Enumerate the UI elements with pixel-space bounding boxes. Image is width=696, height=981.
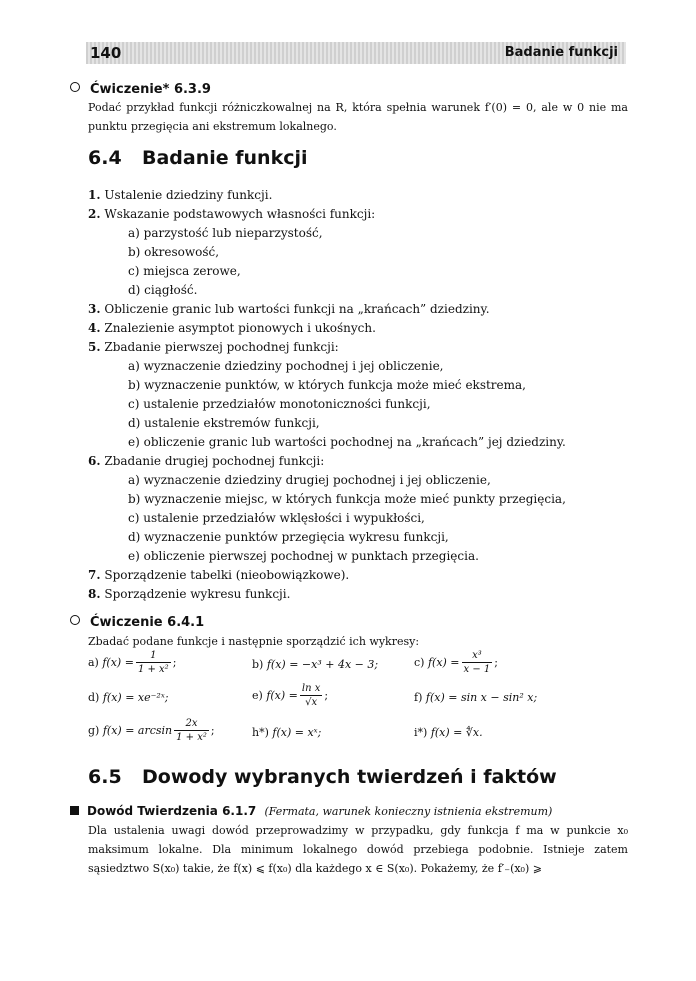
sub-list-item: c) ustalenie przedziałów wklęsłości i wypukłości,: [128, 511, 425, 525]
list-text: Ustalenie dziedziny funkcji.: [104, 188, 273, 202]
proof-heading: Dowód Twierdzenia 6.1.7 (Fermata, warunek konieczny istnienia ekstremum): [70, 804, 552, 818]
exercise-intro: Zbadać podane funkcje i następnie sporządzić ich wykresy:: [88, 635, 420, 648]
list-number: 6.: [88, 454, 101, 468]
running-title: Badanie funkcji: [504, 45, 618, 60]
formula-g: g) f(x) = arcsin $\frac{2x}{\text{1 + x²}}$ ;: [88, 718, 215, 743]
list-item: [88, 300, 628, 319]
list-text: Zbadanie pierwszej pochodnej funkcji:: [104, 340, 339, 354]
sub-list-item: c) miejsca zerowe,: [128, 264, 241, 278]
list-item: [88, 186, 628, 205]
formula-h: h*) f(x) = xˣ;: [252, 726, 322, 739]
sub-list-item: c) ustalenie przedziałów monotoniczności funkcji,: [128, 397, 431, 411]
list-number: 5.: [88, 340, 101, 354]
sub-list-item: a) wyznaczenie dziedziny pochodnej i jej obliczenie,: [128, 359, 444, 373]
list-text: Znalezienie asymptot pionowych i ukośnych.: [104, 321, 376, 335]
list-number: 4.: [88, 321, 101, 335]
formula-i: i*) f(x) = ∜x.: [414, 726, 483, 739]
list-item: [88, 452, 628, 471]
exercise-heading: Ćwiczenie* 6.3.9: [70, 82, 211, 97]
sub-list-item: a) parzystość lub nieparzystość,: [128, 226, 323, 240]
sub-list-item: e) obliczenie pierwszej pochodnej w punktach przegięcia.: [128, 549, 479, 563]
proof-text: Dla ustalenia uwagi dowód przeprowadzimy w przypadku, gdy funkcja f ma w punkcie x₀ maksimum lokalne. Dla minimum lokalnego dowód przebiega podobnie. Istnieje zatem sąsiedztwo S(x₀) takie, że f(x) ⩽ f(x₀) dla każdego x ∈ S(x₀). Pokażemy, że f′₋(x₀) ⩾: [88, 824, 628, 875]
square-bullet-icon: [70, 806, 79, 815]
circle-bullet-icon: [70, 82, 80, 92]
section-heading: 6.4 Badanie funkcji: [88, 147, 308, 169]
list-text: Zbadanie drugiej pochodnej funkcji:: [104, 454, 325, 468]
list-number: 3.: [88, 302, 101, 316]
formula-b: b) f(x) = −x³ + 4x − 3;: [252, 658, 379, 671]
sub-list-item: e) obliczenie granic lub wartości pochodnej na „krańcach” jej dziedziny.: [128, 435, 566, 449]
list-text: Sporządzenie tabelki (nieobowiązkowe).: [104, 568, 350, 582]
sub-list-item: b) okresowość,: [128, 245, 220, 259]
sub-list-item: d) ciągłość.: [128, 283, 198, 297]
list-number: 1.: [88, 188, 101, 202]
list-item: [88, 319, 628, 338]
list-text: Wskazanie podstawowych własności funkcji:: [104, 207, 376, 221]
list-text: Obliczenie granic lub wartości funkcji na „krańcach” dziedziny.: [104, 302, 490, 316]
formula-c: c) f(x) = $\frac{\text{x³}}{x - 1}$ ;: [414, 650, 498, 675]
sub-list-item: a) wyznaczenie dziedziny drugiej pochodnej i jej obliczenie,: [128, 473, 491, 487]
formula-f: f) f(x) = sin x − sin² x;: [414, 691, 538, 704]
sub-list-item: b) wyznaczenie punktów, w których funkcja może mieć ekstrema,: [128, 378, 526, 392]
exercise-heading: Ćwiczenie 6.4.1: [70, 615, 204, 630]
steps-list: [88, 186, 628, 604]
formula-e: e) f(x) = $\frac{\text{ln x}}{√x}$ ;: [252, 683, 329, 708]
sub-list-item: d) ustalenie ekstremów funkcji,: [128, 416, 320, 430]
sub-list-item: d) wyznaczenie punktów przegięcia wykresu funkcji,: [128, 530, 449, 544]
list-number: 2.: [88, 207, 101, 221]
list-item: [88, 566, 628, 585]
section-heading: 6.5 Dowody wybranych twierdzeń i faktów: [88, 766, 557, 788]
running-header: [86, 42, 626, 64]
exercise-text: Podać przykład funkcji różniczkowalnej na R, która spełnia warunek f′(0) = 0, ale w 0 nie ma punktu przegięcia ani ekstremum lokalnego.: [88, 101, 628, 133]
list-item: [88, 205, 628, 224]
list-number: 7.: [88, 568, 101, 582]
list-item: [88, 338, 628, 357]
list-number: 8.: [88, 587, 101, 601]
formula-d: d) f(x) = xe⁻²ˣ;: [88, 691, 169, 704]
sub-list-item: b) wyznaczenie miejsc, w których funkcja może mieć punkty przegięcia,: [128, 492, 566, 506]
circle-bullet-icon: [70, 615, 80, 625]
list-text: Sporządzenie wykresu funkcji.: [104, 587, 291, 601]
list-item: [88, 585, 628, 604]
formula-a: a) f(x) = $\frac{1}{\text{1 + x²}}$ ;: [88, 650, 177, 675]
page-number: 140: [90, 44, 122, 62]
